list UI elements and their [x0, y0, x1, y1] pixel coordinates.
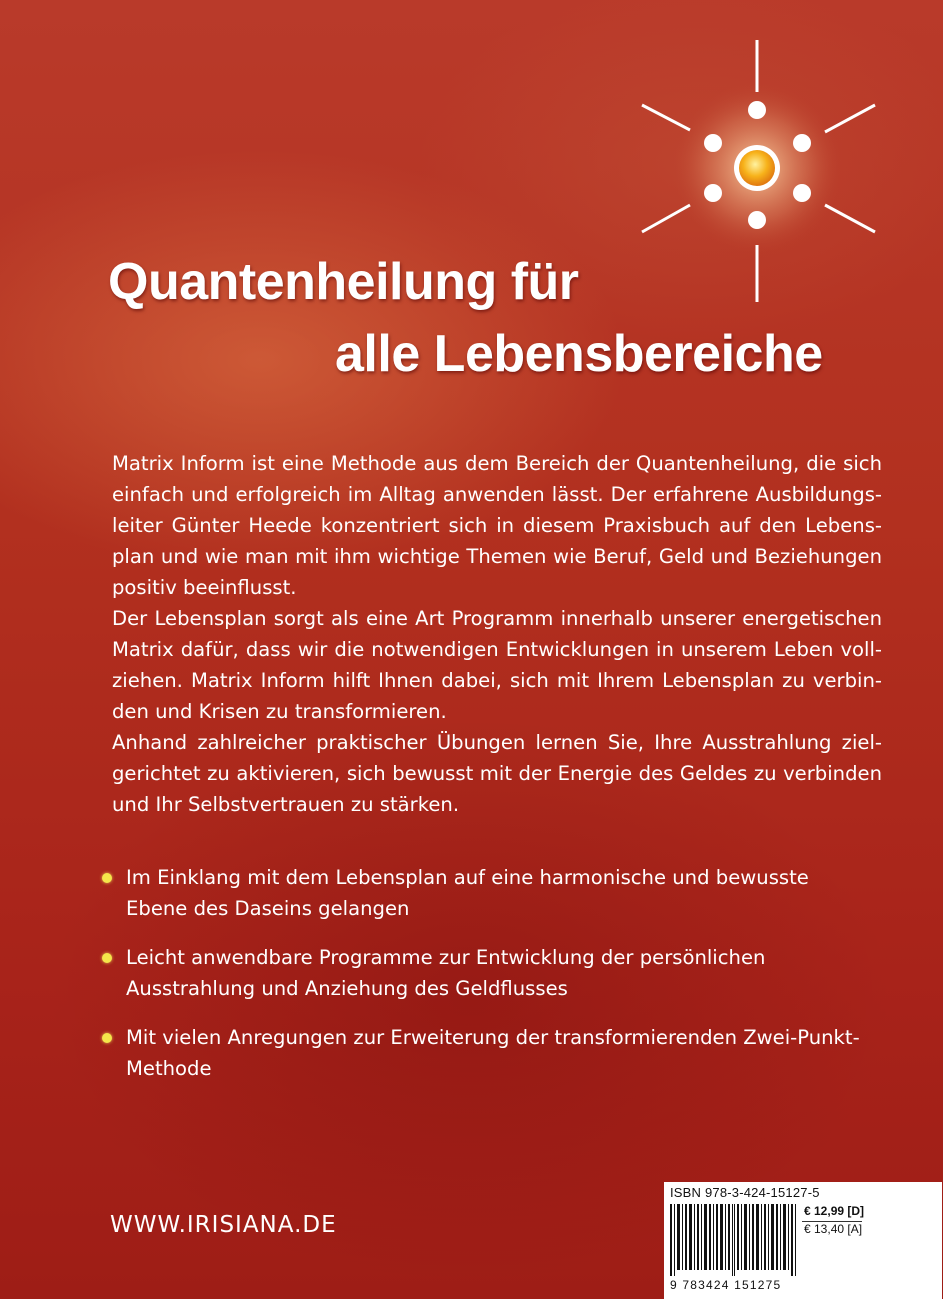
feature-bullet: [100, 862, 860, 924]
feature-bullet: [100, 942, 860, 1004]
feature-bullet-text: Im Einklang mit dem Lebensplan auf eine harmonische und bewusste Ebene des Daseins gelangen: [126, 866, 809, 920]
feature-bullet-text: Mit vielen Anregungen zur Erweiterung der transformierenden Zwei-Punkt-Methode: [126, 1026, 860, 1080]
price-germany: € 12,99 [D]: [804, 1204, 865, 1218]
headline-line-1: Quantenheilung für: [108, 253, 579, 311]
feature-bullet: [100, 1022, 860, 1084]
isbn-barcode-box: [664, 1182, 942, 1299]
blurb-paragraph: Anhand zahlreicher praktischer Übungen lernen Sie, Ihre Ausstrahlung zielgerichtet zu aktivieren, sich bewusst mit der Energie des Geldes zu verbinden und Ihr Selbstvertrauen zu stärken.: [112, 731, 882, 816]
blurb-paragraph: Der Lebensplan sorgt als eine Art Programm innerhalb unserer energetischen Matrix dafür, dass wir die notwendigen Entwicklungen in unserem Leben vollziehen. Matrix Inform hilft Ihnen dabei, sich mit Ihrem Lebensplan zu verbinden und Krisen zu transformieren.: [112, 607, 882, 723]
blurb-text: [112, 448, 882, 820]
barcode-icon: [670, 1204, 798, 1276]
headline-line-2: alle Lebensbereiche: [335, 325, 823, 383]
bullet-dot-icon: [102, 873, 112, 883]
isbn-label: ISBN 978-3-424-15127-5: [670, 1185, 820, 1200]
blurb-paragraph: Matrix Inform ist eine Methode aus dem Bereich der Quantenheilung, die sich einfach und erfolgreich im Alltag anwenden lässt. Der erfahrene Ausbildungsleiter Günter Heede konzentriert sich in diesem Praxisbuch auf den Lebensplan und wie man mit ihm wichtige Themen wie Beruf, Geld und Beziehungen positiv beeinflusst.: [112, 452, 882, 599]
publisher-website[interactable]: WWW.IRISIANA.DE: [110, 1212, 337, 1238]
bullet-dot-icon: [102, 953, 112, 963]
radiant-sun-logo: [630, 40, 890, 310]
feature-bullet-text: Leicht anwendbare Programme zur Entwicklung der persönlichen Ausstrahlung und Anziehung des Geldflusses: [126, 946, 766, 1000]
barcode-digits: 9 783424 151275: [670, 1278, 782, 1292]
feature-bullet-list: [100, 862, 860, 1102]
price-austria: € 13,40 [A]: [804, 1222, 863, 1236]
bullet-dot-icon: [102, 1033, 112, 1043]
